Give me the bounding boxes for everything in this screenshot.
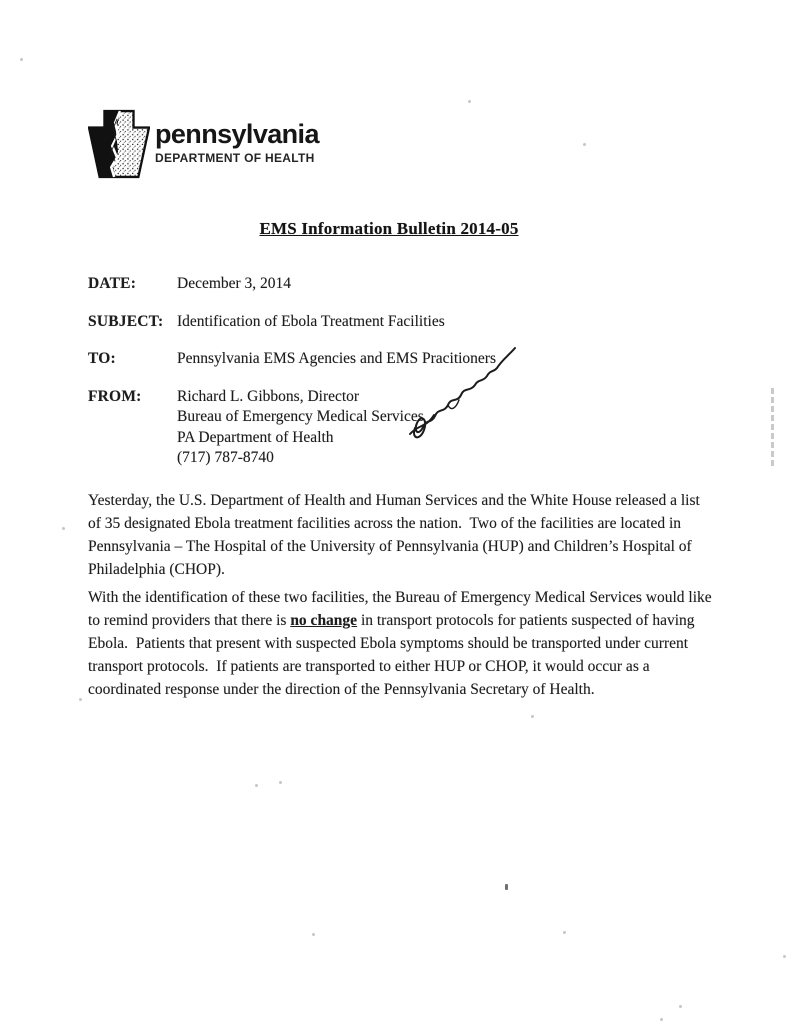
scan-speck: [62, 527, 65, 530]
date-label: DATE:: [88, 275, 137, 292]
scan-speck: [468, 100, 471, 103]
memo-header: [88, 274, 688, 486]
scan-speck: [505, 884, 508, 890]
body-paragraph-1: Yesterday, the U.S. Department of Health and Human Services and the White House released a list of 35 designated Ebola treatment facilities across the nation. Two of the facilities are located in Pennsylvania – The Hospital of the University of Pennsylvania (HUP) and Children’s Hospital of Philadelphia (CHOP).: [88, 492, 704, 578]
scan-speck: [660, 1018, 663, 1021]
pa-doh-logo: [88, 108, 319, 180]
scan-speck: [563, 931, 566, 934]
bulletin-title: EMS Information Bulletin 2014-05: [259, 219, 519, 238]
from-label: FROM:: [88, 387, 142, 405]
scan-artifact-dashed-line: [771, 388, 774, 466]
scan-speck: [679, 1005, 682, 1008]
from-line-name: Richard L. Gibbons, Director: [177, 387, 360, 405]
scan-speck: [279, 781, 282, 784]
from-line-dept: PA Department of Health: [177, 428, 334, 446]
date-value: December 3, 2014: [177, 275, 292, 292]
subject-value: Identification of Ebola Treatment Facilities: [177, 312, 445, 330]
to-value: Pennsylvania EMS Agencies and EMS Pracitioners: [177, 350, 496, 367]
scan-speck: [783, 955, 786, 958]
to-label: TO:: [88, 350, 116, 367]
no-change-emphasis: no change: [290, 612, 358, 629]
from-line-bureau: Bureau of Emergency Medical Services: [177, 408, 424, 425]
handwritten-signature: [404, 342, 526, 444]
scan-speck: [79, 698, 82, 701]
memo-row-date: [88, 274, 688, 295]
scan-speck: [20, 58, 23, 61]
scan-speck: [583, 143, 586, 146]
scan-speck: [312, 933, 315, 936]
logo-department: DEPARTMENT OF HEALTH: [155, 151, 315, 165]
logo-name: pennsylvania: [155, 119, 319, 149]
logo-wordmark: [155, 108, 319, 165]
from-line-phone: (717) 787-8740: [177, 449, 274, 466]
paragraph-2-pre: With the identification of these two facilities, the Bureau of Emergency Medical Services would like to remind providers that there is: [88, 589, 716, 629]
pa-keystone-icon: [88, 108, 150, 180]
memo-row-to: [88, 349, 688, 370]
memo-row-from: [88, 387, 688, 469]
body-paragraph-2: [88, 586, 716, 701]
scan-speck: [531, 715, 534, 718]
paragraph-2-post: in transport protocols for patients suspected of having Ebola. Patients that present with suspected Ebola symptoms should be transported under current transport protocols. If patients are transported to either HUP or CHOP, it would occur as a coordinated response under the direction of the Pennsylvania Secretary of Health.: [88, 612, 699, 698]
memo-row-subject: [88, 312, 688, 333]
scan-speck: [255, 784, 258, 787]
subject-label: SUBJECT:: [88, 312, 164, 330]
